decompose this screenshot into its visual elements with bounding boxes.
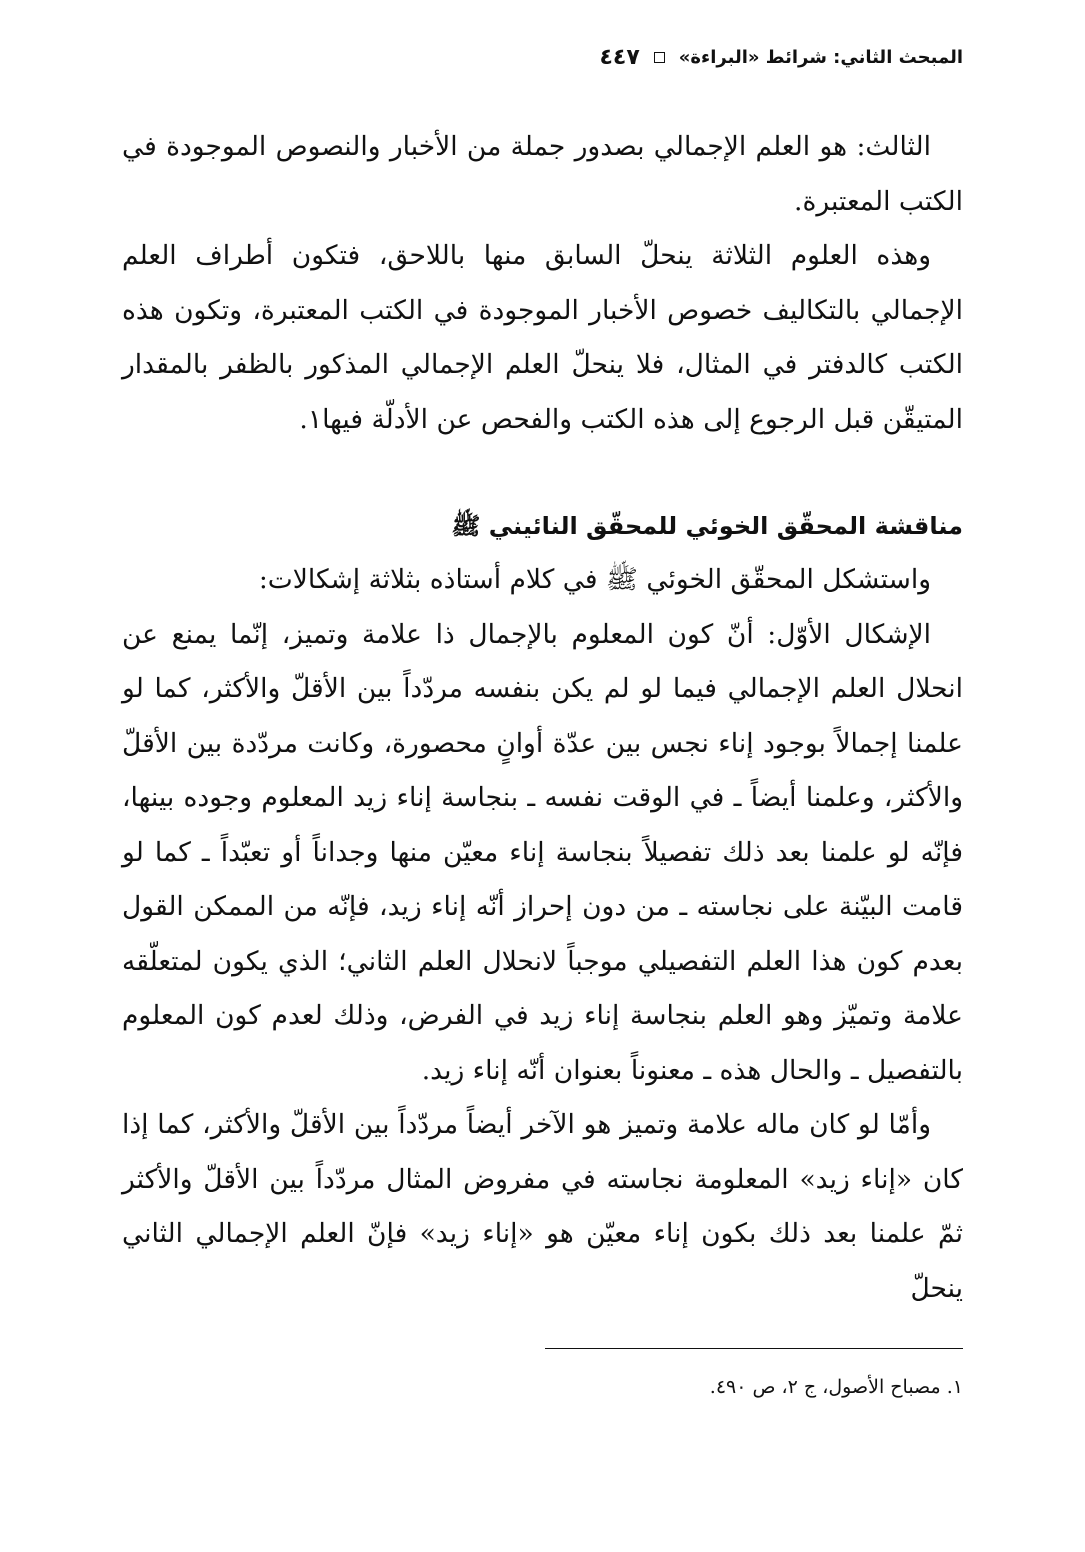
header-separator-square (654, 52, 665, 63)
footnote-divider (545, 1348, 963, 1349)
running-title: المبحث الثاني: شرائط «البراءة» (678, 46, 963, 68)
running-header (122, 40, 963, 74)
paragraph-third-knowledge: الثالث: هو العلم الإجمالي بصدور جملة من الأخبار والنصوص الموجودة في الكتب المعتبرة. (122, 131, 963, 217)
paragraph-first-problem-continued: وأمّا لو كان ماله علامة وتميز هو الآخر أيضاً مردّداً بين الأقلّ والأكثر، كما إذا كان «إناء زيد» المعلومة نجاسته في مفروض المثال مردّداً بين الأقلّ والأكثر ثمّ علمنا بعد ذلك بكون إناء معيّن هو «إناء زيد» فإنّ العلم الإجمالي الثاني ينحلّ (122, 1109, 963, 1304)
page-number: ٤٤٧ (599, 44, 640, 70)
footnote: ١. مصباح الأصول، ج ٢، ص ٤٩٠. (709, 1376, 963, 1398)
paragraph-dissolution: وهذه العلوم الثلاثة ينحلّ السابق منها باللاحق، فتكون أطراف العلم الإجمالي بالتكاليف خصوص الأخبار الموجودة في الكتب المعتبرة، وتكون هذه الكتب كالدفتر في المثال، فلا ينحلّ العلم الإجمالي المذكور بالظفر بالمقدار المتيقّن قبل الرجوع إلى هذه الكتب والفحص عن الأدلّة فيها١. (122, 240, 963, 435)
paragraph-first-problem: الإشكال الأوّل: أنّ كون المعلوم بالإجمال ذا علامة وتميز، إنّما يمنع عن انحلال العلم الإجمالي فيما لو لم يكن بنفسه مردّداً بين الأقلّ والأكثر، كما لو علمنا إجمالاً بوجود إناء نجس بين عدّة أوانٍ محصورة، وكانت مردّدة بين الأقلّ والأكثر، وعلمنا أيضاً ـ في الوقت نفسه ـ بنجاسة إناء زيد المعلوم وجوده بينها، فإنّه لو علمنا بعد ذلك تفصيلاً بنجاسة إناء معيّن منها وجداناً أو تعبّداً ـ كما لو قامت البيّنة على نجاسته ـ من دون إحراز أنّه إناء زيد، فإنّه من الممكن القول بعدم كون هذا العلم التفصيلي موجباً لانحلال العلم الثاني؛ الذي يكون لمتعلّقه علامة وتميّز وهو العلم بنجاسة إناء زيد في الفرض، وذلك لعدم كون المعلوم بالتفصيل ـ والحال هذه ـ معنوناً بعنوان أنّه إناء زيد. (122, 618, 963, 1086)
main-text (122, 120, 963, 1316)
section-heading: مناقشة المحقّق الخوئي للمحقّق النائيني ﷺ (451, 512, 963, 540)
paragraph-intro: واستشكل المحقّق الخوئي ﷺ في كلام أستاذه بثلاثة إشكالات: (258, 564, 931, 595)
